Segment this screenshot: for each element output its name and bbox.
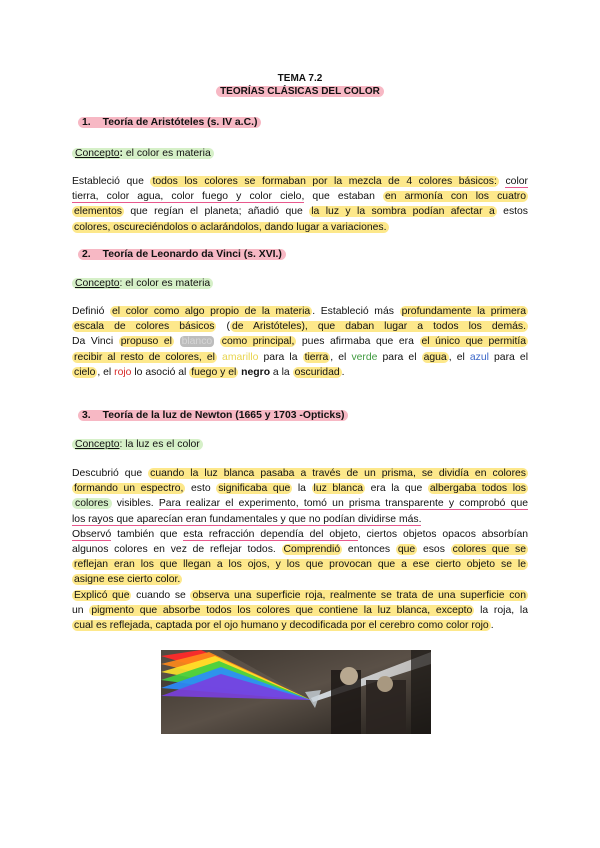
word-azul: azul: [469, 351, 489, 363]
tema-title: [0, 73, 600, 84]
paragraph-line: Observó también que esta refracción dependía del objeto, ciertos objetos opacos absorbían: [72, 528, 529, 540]
section-2-title: Teoría de Leonardo da Vinci (s. XVI.): [102, 249, 282, 260]
section-2-heading: [78, 249, 286, 260]
newton-prism-image: [161, 650, 431, 734]
paragraph-line: recibir al resto de colores, el amarillo para la tierra , el verde para el agua , el azul para el: [74, 351, 528, 363]
concept-text: el color es materia: [125, 278, 211, 289]
concept-text: la luz es el color: [125, 439, 200, 450]
section-3-concept: Concepto: la luz es el color: [72, 439, 203, 450]
paragraph-line: cual es reflejada, captada por el ojo humano y decodificada por el cerebro como color rojo .: [74, 620, 494, 632]
concept-label: Concepto: [75, 439, 120, 450]
word-rojo: rojo: [114, 366, 132, 378]
paragraph-line: asigne ese cierto color.: [74, 574, 181, 586]
paragraph-line: un pigmento que absorbe todos los colores que contiene la luz blanca, excepto la roja, la: [72, 604, 528, 616]
section-2-number: 2.: [82, 249, 91, 260]
concept-label: Concepto: [75, 278, 120, 289]
paragraph-line: formando un espectro, esto significaba que la luz blanca era la que albergaba todos los: [74, 483, 526, 495]
paragraph-line: elementos que regían el planeta; añadió que la luz y la sombra podían afectar a estos: [74, 206, 528, 218]
tema-label: TEMA 7.2: [277, 73, 323, 84]
word-verde: verde: [351, 351, 378, 363]
section-1-number: 1.: [82, 117, 91, 128]
section-2-paragraph: [72, 304, 528, 380]
section-3-heading: [78, 410, 348, 421]
section-1-heading: [78, 117, 261, 128]
section-1-concept: Concepto: el color es materia: [72, 148, 214, 159]
prism-illustration: [161, 650, 431, 734]
paragraph-line: colores, oscureciéndolos o aclarándolos, dando lugar a variaciones.: [74, 221, 387, 233]
word-blanco: blanco: [181, 336, 213, 348]
section-2-concept: Concepto: el color es materia: [72, 278, 213, 289]
concept-text: el color es materia: [125, 148, 211, 159]
section-1-paragraph: [72, 174, 528, 235]
section-1-title: Teoría de Aristóteles (s. IV a.C.): [102, 117, 258, 128]
paragraph-line: Descubrió que cuando la luz blanca pasaba a través de un prisma, se dividía en colores: [72, 468, 526, 479]
paragraph-line: algunos colores en vez de reflejar todos. Comprendió entonces que esos colores que se: [72, 544, 526, 556]
paragraph-line: escala de colores básicos ( de Aristóteles), que daban lugar a todos los demás.: [74, 321, 526, 333]
paragraph-line: cielo , el rojo lo asoció al fuego y el negro a la oscuridad .: [74, 366, 345, 378]
paragraph-line: Explicó que cuando se observa una superficie roja, realmente se trata de una superficie con: [74, 589, 526, 601]
paragraph-line: Da Vinci propuso el blanco como principal, pues afirmaba que era el único que permitía: [72, 336, 527, 348]
word-negro: negro: [241, 366, 271, 378]
doc-subtitle: [0, 86, 600, 97]
paragraph-line: los rayos que aparecían eran fundamentales y que no podían dividirse más.: [72, 513, 422, 525]
paragraph-line: tierra, color agua, color fuego y color cielo, que estaban en armonía con los cuatro: [72, 191, 526, 203]
paragraph-line: reflejan eran los que llegan a los ojos, y los que provocan que a ese cierto objeto se le: [74, 559, 526, 571]
section-3-paragraph: [72, 466, 528, 633]
paragraph-line: Definió el color como algo propio de la materia . Estableció más profundamente la primera: [72, 306, 527, 317]
paragraph-line: Estableció que todos los colores se formaban por la mezcla de 4 colores básicos: color: [72, 176, 529, 187]
word-amarillo: amarillo: [222, 351, 259, 363]
section-3-title: Teoría de la luz de Newton (1665 y 1703 -Opticks): [102, 410, 345, 421]
section-3-number: 3.: [82, 410, 91, 421]
concept-label: Concepto: [75, 148, 120, 159]
doc-subtitle-text: TEORÍAS CLÁSICAS DEL COLOR: [216, 86, 384, 97]
paragraph-line: colores visibles. Para realizar el experimento, tomó un prisma transparente y comprobó que: [72, 496, 528, 511]
